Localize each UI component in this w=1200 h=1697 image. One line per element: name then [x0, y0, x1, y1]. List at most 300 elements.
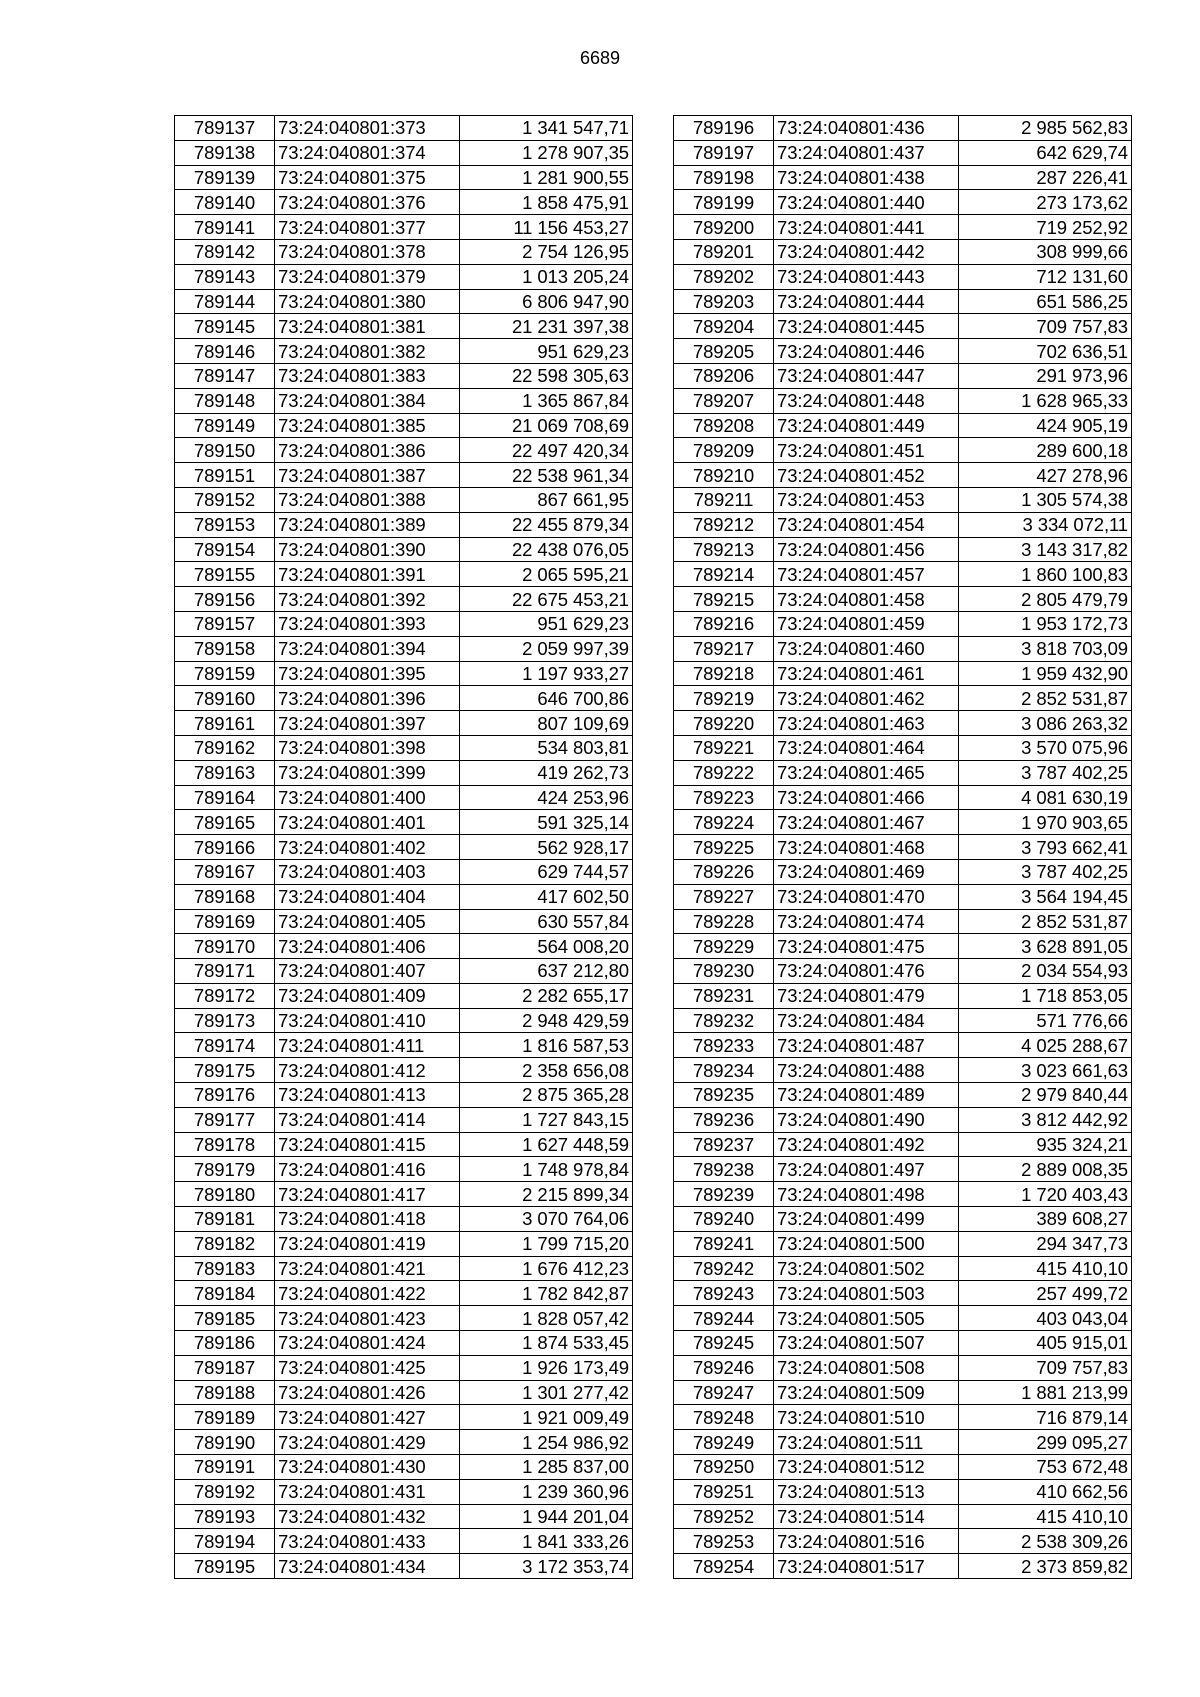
row-number-cell: 789251 — [674, 1479, 774, 1504]
table-row — [175, 934, 633, 959]
cadastral-number-cell: 73:24:040801:422 — [275, 1281, 460, 1306]
cadastral-number-cell: 73:24:040801:437 — [774, 140, 959, 165]
cadastral-number-cell: 73:24:040801:421 — [275, 1256, 460, 1281]
cadastral-number-cell: 73:24:040801:417 — [275, 1182, 460, 1207]
cadastral-value-cell: 1 365 867,84 — [460, 388, 633, 413]
cadastral-number-cell: 73:24:040801:431 — [275, 1479, 460, 1504]
table-row — [674, 339, 1132, 364]
table-row — [175, 810, 633, 835]
cadastral-number-cell: 73:24:040801:383 — [275, 363, 460, 388]
cadastral-value-cell: 719 252,92 — [959, 215, 1132, 240]
row-number-cell: 789144 — [175, 289, 275, 314]
table-row — [674, 140, 1132, 165]
cadastral-number-cell: 73:24:040801:407 — [275, 959, 460, 984]
cadastral-value-cell: 21 069 708,69 — [460, 413, 633, 438]
row-number-cell: 789253 — [674, 1529, 774, 1554]
cadastral-number-cell: 73:24:040801:451 — [774, 438, 959, 463]
cadastral-number-cell: 73:24:040801:490 — [774, 1107, 959, 1132]
cadastral-number-cell: 73:24:040801:410 — [275, 1008, 460, 1033]
cadastral-number-cell: 73:24:040801:411 — [275, 1033, 460, 1058]
cadastral-number-cell: 73:24:040801:390 — [275, 537, 460, 562]
cadastral-number-cell: 73:24:040801:380 — [275, 289, 460, 314]
cadastral-number-cell: 73:24:040801:462 — [774, 686, 959, 711]
table-row — [175, 264, 633, 289]
row-number-cell: 789156 — [175, 587, 275, 612]
row-number-cell: 789206 — [674, 363, 774, 388]
cadastral-value-cell: 3 143 317,82 — [959, 537, 1132, 562]
cadastral-value-cell: 1 881 213,99 — [959, 1380, 1132, 1405]
table-row — [175, 835, 633, 860]
cadastral-number-cell: 73:24:040801:376 — [275, 190, 460, 215]
table-row — [175, 1231, 633, 1256]
cadastral-value-cell: 709 757,83 — [959, 314, 1132, 339]
cadastral-value-cell: 3 023 661,63 — [959, 1058, 1132, 1083]
table-row — [175, 686, 633, 711]
table-row — [175, 884, 633, 909]
table-row — [674, 661, 1132, 686]
cadastral-number-cell: 73:24:040801:500 — [774, 1231, 959, 1256]
row-number-cell: 789250 — [674, 1455, 774, 1480]
cadastral-value-cell: 424 253,96 — [460, 785, 633, 810]
cadastral-value-cell: 427 278,96 — [959, 463, 1132, 488]
cadastral-number-cell: 73:24:040801:468 — [774, 835, 959, 860]
table-row — [674, 1455, 1132, 1480]
row-number-cell: 789155 — [175, 562, 275, 587]
cadastral-number-cell: 73:24:040801:502 — [774, 1256, 959, 1281]
cadastral-value-cell: 287 226,41 — [959, 165, 1132, 190]
cadastral-number-cell: 73:24:040801:433 — [275, 1529, 460, 1554]
table-row — [674, 1256, 1132, 1281]
table-row — [175, 339, 633, 364]
cadastral-number-cell: 73:24:040801:512 — [774, 1455, 959, 1480]
table-row — [674, 388, 1132, 413]
table-row — [175, 983, 633, 1008]
row-number-cell: 789215 — [674, 587, 774, 612]
cadastral-value-cell: 2 538 309,26 — [959, 1529, 1132, 1554]
table-row — [175, 1008, 633, 1033]
row-number-cell: 789224 — [674, 810, 774, 835]
table-row — [674, 363, 1132, 388]
cadastral-value-cell: 2 948 429,59 — [460, 1008, 633, 1033]
cadastral-number-cell: 73:24:040801:378 — [275, 239, 460, 264]
cadastral-value-cell: 1 718 853,05 — [959, 983, 1132, 1008]
row-number-cell: 789216 — [674, 611, 774, 636]
table-row — [175, 1281, 633, 1306]
cadastral-number-cell: 73:24:040801:377 — [275, 215, 460, 240]
cadastral-value-cell: 646 700,86 — [460, 686, 633, 711]
table-row — [674, 884, 1132, 909]
row-number-cell: 789221 — [674, 735, 774, 760]
cadastral-number-cell: 73:24:040801:474 — [774, 909, 959, 934]
table-row — [175, 636, 633, 661]
row-number-cell: 789199 — [674, 190, 774, 215]
table-row — [674, 1182, 1132, 1207]
cadastral-value-cell: 2 805 479,79 — [959, 587, 1132, 612]
table-row — [674, 859, 1132, 884]
table-row — [175, 215, 633, 240]
cadastral-value-cell: 21 231 397,38 — [460, 314, 633, 339]
table-row — [674, 611, 1132, 636]
row-number-cell: 789149 — [175, 413, 275, 438]
cadastral-number-cell: 73:24:040801:459 — [774, 611, 959, 636]
cadastral-number-cell: 73:24:040801:423 — [275, 1306, 460, 1331]
cadastral-value-cell: 415 410,10 — [959, 1504, 1132, 1529]
row-number-cell: 789195 — [175, 1554, 275, 1579]
cadastral-value-cell: 3 628 891,05 — [959, 934, 1132, 959]
cadastral-value-cell: 3 070 764,06 — [460, 1207, 633, 1232]
cadastral-value-cell: 564 008,20 — [460, 934, 633, 959]
table-row — [175, 1033, 633, 1058]
cadastral-number-cell: 73:24:040801:402 — [275, 835, 460, 860]
cadastral-number-cell: 73:24:040801:503 — [774, 1281, 959, 1306]
table-row — [674, 1306, 1132, 1331]
table-row — [175, 1182, 633, 1207]
cadastral-number-cell: 73:24:040801:446 — [774, 339, 959, 364]
row-number-cell: 789186 — [175, 1331, 275, 1356]
cadastral-value-cell: 3 793 662,41 — [959, 835, 1132, 860]
row-number-cell: 789184 — [175, 1281, 275, 1306]
table-row — [674, 686, 1132, 711]
cadastral-value-cell: 702 636,51 — [959, 339, 1132, 364]
cadastral-number-cell: 73:24:040801:492 — [774, 1132, 959, 1157]
cadastral-number-cell: 73:24:040801:415 — [275, 1132, 460, 1157]
cadastral-value-cell: 1 278 907,35 — [460, 140, 633, 165]
row-number-cell: 789170 — [175, 934, 275, 959]
table-row — [175, 438, 633, 463]
cadastral-value-cell: 410 662,56 — [959, 1479, 1132, 1504]
row-number-cell: 789226 — [674, 859, 774, 884]
cadastral-value-cell: 2 059 997,39 — [460, 636, 633, 661]
table-row — [674, 239, 1132, 264]
table-row — [175, 1405, 633, 1430]
row-number-cell: 789252 — [674, 1504, 774, 1529]
cadastral-number-cell: 73:24:040801:382 — [275, 339, 460, 364]
row-number-cell: 789152 — [175, 487, 275, 512]
row-number-cell: 789231 — [674, 983, 774, 1008]
table-row — [175, 760, 633, 785]
table-row — [175, 165, 633, 190]
cadastral-value-cell: 22 455 879,34 — [460, 512, 633, 537]
table-row — [674, 1281, 1132, 1306]
cadastral-number-cell: 73:24:040801:419 — [275, 1231, 460, 1256]
row-number-cell: 789139 — [175, 165, 275, 190]
row-number-cell: 789234 — [674, 1058, 774, 1083]
cadastral-value-cell: 807 109,69 — [460, 711, 633, 736]
row-number-cell: 789193 — [175, 1504, 275, 1529]
cadastral-value-cell: 294 347,73 — [959, 1231, 1132, 1256]
table-row — [674, 1504, 1132, 1529]
table-row — [674, 1554, 1132, 1579]
table-row — [175, 1430, 633, 1455]
row-number-cell: 789181 — [175, 1207, 275, 1232]
row-number-cell: 789188 — [175, 1380, 275, 1405]
cadastral-value-cell: 405 915,01 — [959, 1331, 1132, 1356]
table-row — [175, 314, 633, 339]
cadastral-value-cell: 3 787 402,25 — [959, 760, 1132, 785]
page-number: 6689 — [579, 48, 621, 68]
row-number-cell: 789201 — [674, 239, 774, 264]
row-number-cell: 789148 — [175, 388, 275, 413]
cadastral-number-cell: 73:24:040801:475 — [774, 934, 959, 959]
cadastral-value-cell: 403 043,04 — [959, 1306, 1132, 1331]
row-number-cell: 789209 — [674, 438, 774, 463]
cadastral-number-cell: 73:24:040801:393 — [275, 611, 460, 636]
cadastral-number-cell: 73:24:040801:386 — [275, 438, 460, 463]
cadastral-value-cell: 1 341 547,71 — [460, 116, 633, 141]
table-row — [175, 1058, 633, 1083]
table-row — [674, 587, 1132, 612]
cadastral-value-table-left — [174, 115, 633, 1579]
row-number-cell: 789207 — [674, 388, 774, 413]
cadastral-value-cell: 308 999,66 — [959, 239, 1132, 264]
cadastral-value-cell: 951 629,23 — [460, 611, 633, 636]
cadastral-number-cell: 73:24:040801:497 — [774, 1157, 959, 1182]
row-number-cell: 789141 — [175, 215, 275, 240]
row-number-cell: 789238 — [674, 1157, 774, 1182]
cadastral-value-cell: 1 816 587,53 — [460, 1033, 633, 1058]
table-row — [175, 388, 633, 413]
cadastral-value-cell: 571 776,66 — [959, 1008, 1132, 1033]
cadastral-value-cell: 935 324,21 — [959, 1132, 1132, 1157]
cadastral-value-cell: 753 672,48 — [959, 1455, 1132, 1480]
cadastral-value-cell: 3 172 353,74 — [460, 1554, 633, 1579]
cadastral-number-cell: 73:24:040801:425 — [275, 1355, 460, 1380]
row-number-cell: 789137 — [175, 116, 275, 141]
row-number-cell: 789245 — [674, 1331, 774, 1356]
cadastral-number-cell: 73:24:040801:424 — [275, 1331, 460, 1356]
cadastral-value-cell: 2 754 126,95 — [460, 239, 633, 264]
row-number-cell: 789172 — [175, 983, 275, 1008]
row-number-cell: 789165 — [175, 810, 275, 835]
cadastral-number-cell: 73:24:040801:447 — [774, 363, 959, 388]
table-row — [175, 1529, 633, 1554]
table-row — [175, 1554, 633, 1579]
cadastral-number-cell: 73:24:040801:406 — [275, 934, 460, 959]
row-number-cell: 789235 — [674, 1083, 774, 1108]
cadastral-value-cell: 4 025 288,67 — [959, 1033, 1132, 1058]
table-row — [674, 810, 1132, 835]
cadastral-value-cell: 2 889 008,35 — [959, 1157, 1132, 1182]
cadastral-value-cell: 1 858 475,91 — [460, 190, 633, 215]
cadastral-value-cell: 1 860 100,83 — [959, 562, 1132, 587]
cadastral-number-cell: 73:24:040801:514 — [774, 1504, 959, 1529]
cadastral-value-cell: 2 065 595,21 — [460, 562, 633, 587]
cadastral-number-cell: 73:24:040801:461 — [774, 661, 959, 686]
row-number-cell: 789154 — [175, 537, 275, 562]
row-number-cell: 789189 — [175, 1405, 275, 1430]
cadastral-number-cell: 73:24:040801:440 — [774, 190, 959, 215]
row-number-cell: 789219 — [674, 686, 774, 711]
table-row — [674, 314, 1132, 339]
row-number-cell: 789173 — [175, 1008, 275, 1033]
cadastral-value-cell: 1 197 933,27 — [460, 661, 633, 686]
row-number-cell: 789142 — [175, 239, 275, 264]
cadastral-value-cell: 1 748 978,84 — [460, 1157, 633, 1182]
row-number-cell: 789223 — [674, 785, 774, 810]
cadastral-value-cell: 273 173,62 — [959, 190, 1132, 215]
table-row — [175, 140, 633, 165]
table-row — [175, 537, 633, 562]
cadastral-value-cell: 4 081 630,19 — [959, 785, 1132, 810]
cadastral-number-cell: 73:24:040801:403 — [275, 859, 460, 884]
row-number-cell: 789185 — [175, 1306, 275, 1331]
cadastral-value-cell: 630 557,84 — [460, 909, 633, 934]
row-number-cell: 789187 — [175, 1355, 275, 1380]
cadastral-value-cell: 2 215 899,34 — [460, 1182, 633, 1207]
table-row — [175, 116, 633, 141]
cadastral-value-cell: 1 953 172,73 — [959, 611, 1132, 636]
row-number-cell: 789213 — [674, 537, 774, 562]
table-row — [175, 959, 633, 984]
cadastral-value-cell: 1 239 360,96 — [460, 1479, 633, 1504]
cadastral-number-cell: 73:24:040801:400 — [275, 785, 460, 810]
table-row — [674, 190, 1132, 215]
table-row — [175, 1256, 633, 1281]
table-row — [674, 1107, 1132, 1132]
cadastral-value-cell: 1 921 009,49 — [460, 1405, 633, 1430]
cadastral-value-cell: 951 629,23 — [460, 339, 633, 364]
row-number-cell: 789203 — [674, 289, 774, 314]
cadastral-value-cell: 651 586,25 — [959, 289, 1132, 314]
table-row — [674, 1231, 1132, 1256]
cadastral-number-cell: 73:24:040801:397 — [275, 711, 460, 736]
cadastral-value-cell: 389 608,27 — [959, 1207, 1132, 1232]
row-number-cell: 789217 — [674, 636, 774, 661]
table-row — [674, 835, 1132, 860]
cadastral-number-cell: 73:24:040801:432 — [275, 1504, 460, 1529]
row-number-cell: 789178 — [175, 1132, 275, 1157]
cadastral-value-cell: 1 676 412,23 — [460, 1256, 633, 1281]
cadastral-number-cell: 73:24:040801:509 — [774, 1380, 959, 1405]
cadastral-number-cell: 73:24:040801:487 — [774, 1033, 959, 1058]
table-row — [175, 363, 633, 388]
table-row — [175, 1504, 633, 1529]
cadastral-value-cell: 289 600,18 — [959, 438, 1132, 463]
cadastral-value-cell: 591 325,14 — [460, 810, 633, 835]
row-number-cell: 789147 — [175, 363, 275, 388]
cadastral-value-cell: 6 806 947,90 — [460, 289, 633, 314]
table-row — [175, 785, 633, 810]
table-row — [175, 1479, 633, 1504]
cadastral-number-cell: 73:24:040801:404 — [275, 884, 460, 909]
row-number-cell: 789163 — [175, 760, 275, 785]
table-row — [674, 1380, 1132, 1405]
row-number-cell: 789192 — [175, 1479, 275, 1504]
cadastral-number-cell: 73:24:040801:456 — [774, 537, 959, 562]
cadastral-number-cell: 73:24:040801:391 — [275, 562, 460, 587]
cadastral-value-cell: 419 262,73 — [460, 760, 633, 785]
cadastral-value-cell: 1 828 057,42 — [460, 1306, 633, 1331]
table-row — [674, 1083, 1132, 1108]
cadastral-number-cell: 73:24:040801:399 — [275, 760, 460, 785]
table-row — [674, 438, 1132, 463]
row-number-cell: 789240 — [674, 1207, 774, 1232]
row-number-cell: 789222 — [674, 760, 774, 785]
cadastral-value-cell: 22 675 453,21 — [460, 587, 633, 612]
cadastral-number-cell: 73:24:040801:464 — [774, 735, 959, 760]
cadastral-number-cell: 73:24:040801:442 — [774, 239, 959, 264]
row-number-cell: 789243 — [674, 1281, 774, 1306]
table-row — [674, 463, 1132, 488]
cadastral-value-cell: 2 985 562,83 — [959, 116, 1132, 141]
cadastral-number-cell: 73:24:040801:484 — [774, 1008, 959, 1033]
row-number-cell: 789164 — [175, 785, 275, 810]
cadastral-value-cell: 415 410,10 — [959, 1256, 1132, 1281]
row-number-cell: 789242 — [674, 1256, 774, 1281]
row-number-cell: 789138 — [175, 140, 275, 165]
cadastral-number-cell: 73:24:040801:394 — [275, 636, 460, 661]
cadastral-value-cell: 1 285 837,00 — [460, 1455, 633, 1480]
row-number-cell: 789177 — [175, 1107, 275, 1132]
table-row — [674, 1479, 1132, 1504]
table-row — [175, 190, 633, 215]
cadastral-value-cell: 867 661,95 — [460, 487, 633, 512]
table-row — [175, 463, 633, 488]
cadastral-value-cell: 1 301 277,42 — [460, 1380, 633, 1405]
row-number-cell: 789244 — [674, 1306, 774, 1331]
cadastral-number-cell: 73:24:040801:454 — [774, 512, 959, 537]
row-number-cell: 789166 — [175, 835, 275, 860]
row-number-cell: 789161 — [175, 711, 275, 736]
cadastral-value-cell: 291 973,96 — [959, 363, 1132, 388]
cadastral-number-cell: 73:24:040801:385 — [275, 413, 460, 438]
cadastral-value-cell: 299 095,27 — [959, 1430, 1132, 1455]
cadastral-value-cell: 22 598 305,63 — [460, 363, 633, 388]
row-number-cell: 789239 — [674, 1182, 774, 1207]
table-row — [175, 413, 633, 438]
table-row — [175, 1331, 633, 1356]
row-number-cell: 789159 — [175, 661, 275, 686]
row-number-cell: 789183 — [175, 1256, 275, 1281]
table-row — [674, 1529, 1132, 1554]
cadastral-number-cell: 73:24:040801:436 — [774, 116, 959, 141]
cadastral-number-cell: 73:24:040801:395 — [275, 661, 460, 686]
cadastral-number-cell: 73:24:040801:375 — [275, 165, 460, 190]
cadastral-number-cell: 73:24:040801:498 — [774, 1182, 959, 1207]
table-row — [674, 1355, 1132, 1380]
cadastral-number-cell: 73:24:040801:517 — [774, 1554, 959, 1579]
cadastral-number-cell: 73:24:040801:470 — [774, 884, 959, 909]
cadastral-value-cell: 1 944 201,04 — [460, 1504, 633, 1529]
cadastral-value-cell: 1 799 715,20 — [460, 1231, 633, 1256]
cadastral-number-cell: 73:24:040801:438 — [774, 165, 959, 190]
cadastral-number-cell: 73:24:040801:374 — [275, 140, 460, 165]
table-row — [175, 1455, 633, 1480]
row-number-cell: 789180 — [175, 1182, 275, 1207]
table-row — [674, 1331, 1132, 1356]
table-row — [175, 1107, 633, 1132]
cadastral-number-cell: 73:24:040801:467 — [774, 810, 959, 835]
table-row — [175, 289, 633, 314]
row-number-cell: 789162 — [175, 735, 275, 760]
table-row — [175, 1380, 633, 1405]
row-number-cell: 789248 — [674, 1405, 774, 1430]
row-number-cell: 789202 — [674, 264, 774, 289]
table-row — [175, 487, 633, 512]
table-row — [175, 1132, 633, 1157]
cadastral-number-cell: 73:24:040801:384 — [275, 388, 460, 413]
row-number-cell: 789218 — [674, 661, 774, 686]
cadastral-value-cell: 716 879,14 — [959, 1405, 1132, 1430]
cadastral-value-cell: 1 281 900,55 — [460, 165, 633, 190]
table-row — [674, 413, 1132, 438]
table-row — [674, 636, 1132, 661]
row-number-cell: 789241 — [674, 1231, 774, 1256]
cadastral-number-cell: 73:24:040801:488 — [774, 1058, 959, 1083]
table-row — [674, 1157, 1132, 1182]
table-row — [175, 661, 633, 686]
cadastral-number-cell: 73:24:040801:444 — [774, 289, 959, 314]
